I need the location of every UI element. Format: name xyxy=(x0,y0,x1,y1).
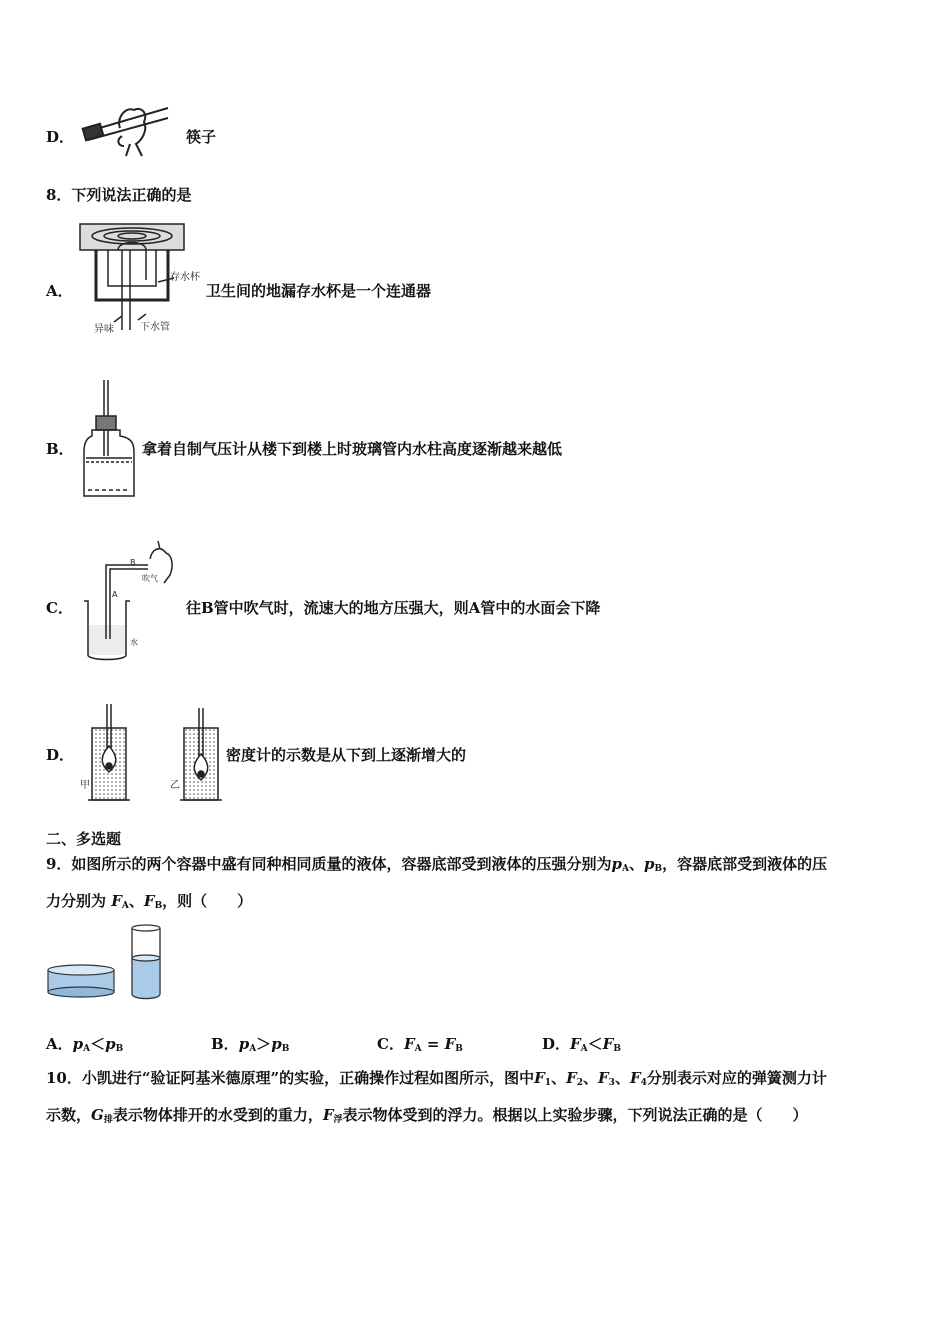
q8-stem: 8．下列说法正确的是 xyxy=(46,186,192,204)
two-containers-figure xyxy=(44,922,174,1002)
fig-label-yi: 乙 xyxy=(170,780,180,791)
q8-option-d-label: D． xyxy=(46,746,75,764)
fig-label-water: 水 xyxy=(130,638,138,647)
q9-stem-line1: 9．如图所示的两个容器中盛有同种相同质量的液体，容器底部受到液体的压强分别为$p_A$、$p_B$，容器底部受到液体的压 xyxy=(46,855,828,874)
q8-option-d-text: 密度计的示数是从下到上逐渐增大的 xyxy=(226,746,467,764)
q9-option-c[interactable]: C．$F_A = F_B$ xyxy=(377,1035,463,1054)
q9-option-a[interactable]: A．$p_A<p_B$ xyxy=(46,1035,124,1054)
chopsticks-figure xyxy=(82,100,182,160)
fig-label-cup: 存水杯 xyxy=(170,272,200,283)
hydrometer-jia-figure xyxy=(78,700,138,810)
q8-option-a-text: 卫生间的地漏存水杯是一个连通器 xyxy=(206,282,432,300)
barometer-figure xyxy=(80,378,140,503)
q8-option-c-text: 往B管中吹气时，流速大的地方压强大，则A管中的水面会下降 xyxy=(186,599,601,617)
q10-stem-line1: 10．小凯进行“验证阿基米德原理”的实验，正确操作过程如图所示，图中$F_1$、$F_2$、$F_3$、$F_4$分别表示对应的弹簧测力计 xyxy=(46,1069,827,1088)
q8-option-a-label: A． xyxy=(46,282,73,300)
fig-label-jia: 甲 xyxy=(80,780,90,791)
hydrometer-yi-figure xyxy=(168,700,228,810)
fig-label-a: A xyxy=(112,590,118,599)
q9-option-d[interactable]: D．$F_A<F_B$ xyxy=(542,1035,621,1054)
fig-label-pipe: 下水管 xyxy=(140,322,170,333)
q8-option-b-label: B． xyxy=(46,440,74,458)
section-title-multi-choice: 二、多选题 xyxy=(46,830,122,848)
q7-option-d-text: 筷子 xyxy=(186,128,217,146)
q10-stem-line2: 示数，$G_排$表示物体排开的水受到的重力，$F_浮$表示物体受到的浮力。根据以上实验步骤，下列说法正确的是（ ） xyxy=(46,1106,808,1125)
blow-tube-figure xyxy=(78,535,198,665)
fig-label-blow: 吹气 xyxy=(142,574,158,583)
q8-option-c-label: C． xyxy=(46,599,73,617)
fig-label-smell: 异味 xyxy=(94,324,114,335)
fig-label-b: B xyxy=(130,558,136,567)
floor-drain-figure xyxy=(78,220,208,335)
q8-option-b-text: 拿着自制气压计从楼下到楼上时玻璃管内水柱高度逐渐越来越低 xyxy=(142,440,563,458)
q9-stem-line2: 力分别为 $F_A$、$F_B$，则（ ） xyxy=(46,892,253,911)
q7-option-d-label: D． xyxy=(46,128,75,146)
q9-option-b[interactable]: B．$p_A>p_B$ xyxy=(211,1035,290,1054)
